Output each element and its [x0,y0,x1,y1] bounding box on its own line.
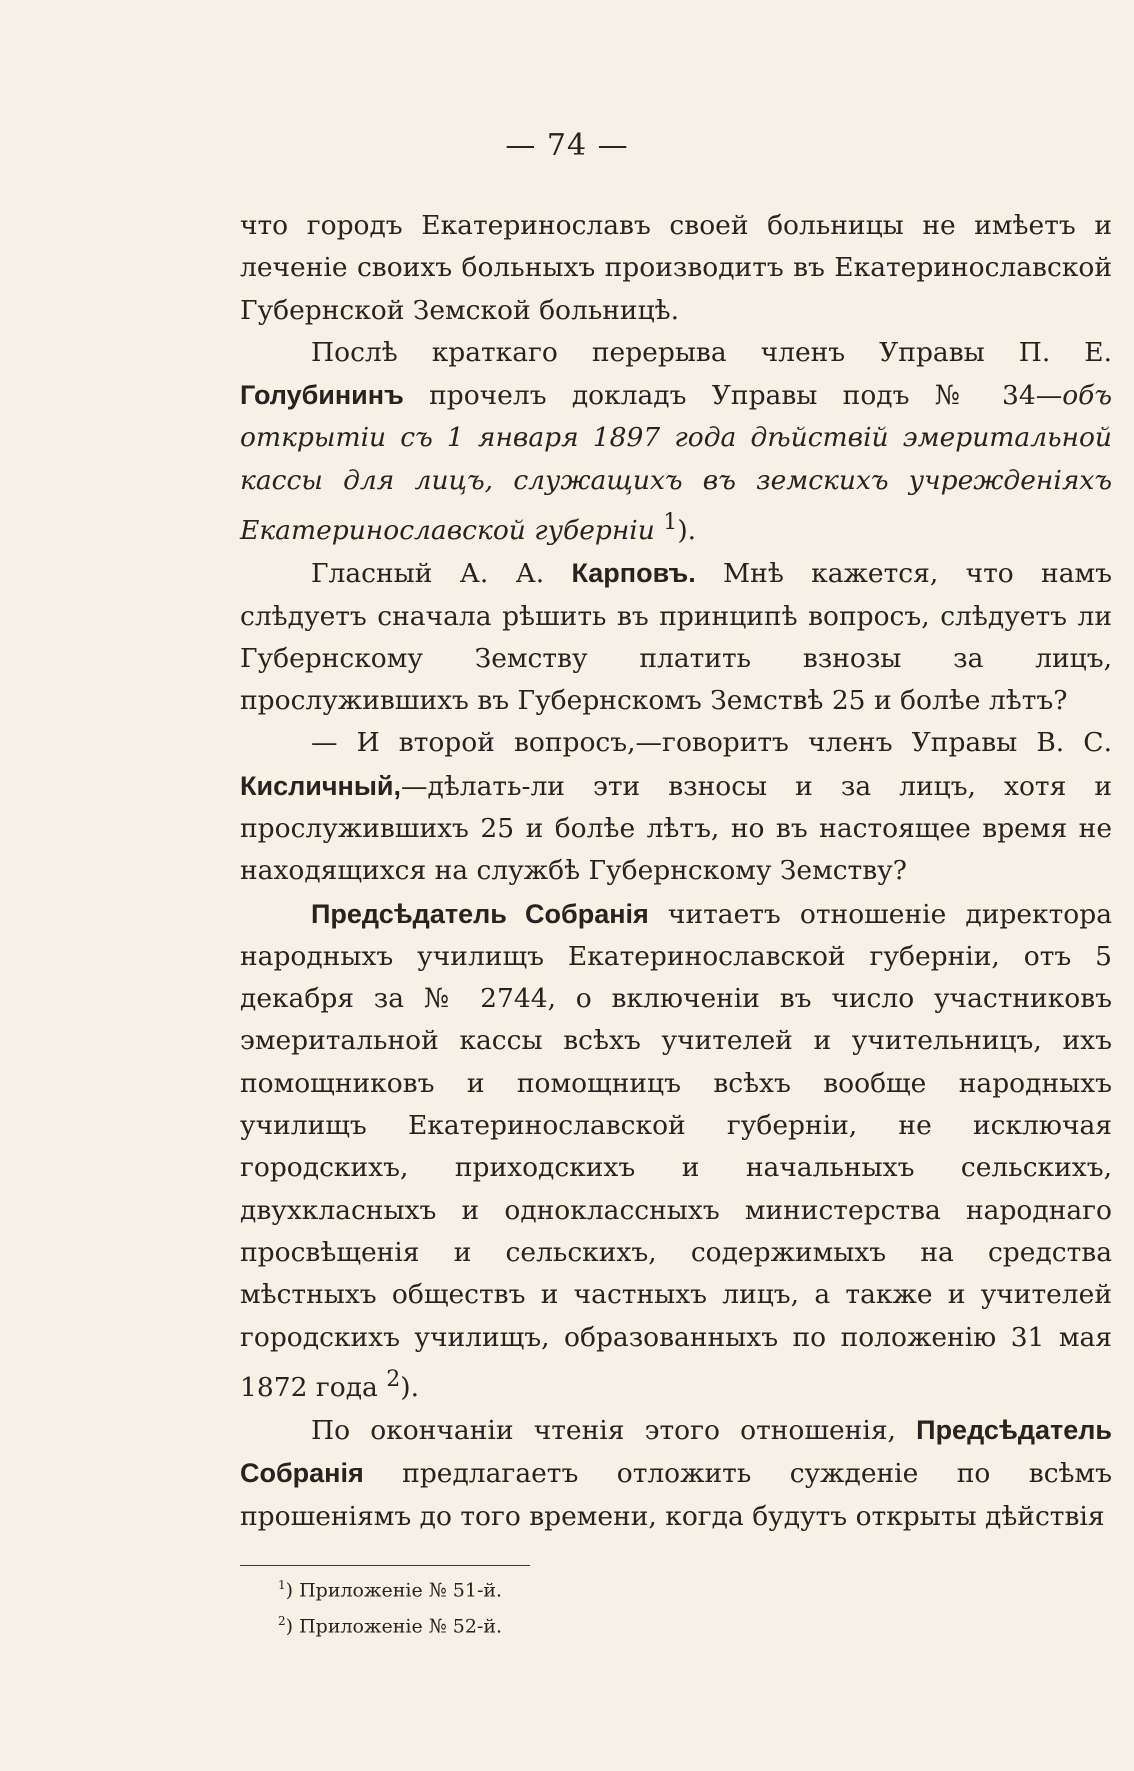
paragraph-4: — И второй вопросъ,—говоритъ членъ Управы В. С. Кисличный,—дѣлать-ли эти взносы и за лицъ, хотя и прослужившихъ 25 и болѣе лѣтъ, но въ настоящее время не находящихся на службѣ Губернскому Земству? [240,727,1112,887]
paragraph-2: Послѣ краткаго перерыва членъ Управы П. Е. Голубининъ прочелъ докладъ Управы подъ № 34—объ открытіи съ 1 января 1897 года дѣйствій эмеритальной кассы для лицъ, служащихъ въ земскихъ учрежденіяхъ Екатеринославской губерніи $^1$). [240,336,1112,546]
footnote-divider [240,1565,530,1566]
speaker-name: Голубининъ [240,380,404,411]
report-title: объ открытіи съ 1 января 1897 года дѣйствій эмеритальной кассы для лицъ, служащихъ въ земскихъ учрежденіяхъ Екатеринославской губерніи [240,380,1112,546]
page-number: — 74 — [505,128,629,163]
speaker-name: Предсѣдатель Собранія [311,898,649,929]
speaker-name: Кисличный, [240,770,401,801]
body-text [240,205,1112,1538]
paragraph-3: Гласный А. А. Карповъ. Мнѣ кажется, что намъ слѣдуетъ сначала рѣшить въ принципѣ вопросъ, слѣдуетъ ли Губернскому Земству платить взнозы за лицъ, прослужившихъ въ Губернскомъ Земствѣ 25 и болѣе лѣтъ? [240,558,1112,717]
paragraph-5: Предсѣдатель Собранія читаетъ отношеніе директора народныхъ училищъ Екатеринославской губерніи, отъ 5 декабря за № 2744, о включеніи въ число участниковъ эмеритальной кассы всѣхъ учителей и учительницъ, ихъ помощниковъ и помощницъ всѣхъ вообще народныхъ училищъ Екатеринославской губерніи, не исключая городскихъ, приходскихъ и начальныхъ сельскихъ, двухкласныхъ и одноклассныхъ министерства народнаго просвѣщенія и сельскихъ, содержимыхъ на средства мѣстныхъ обществъ и частныхъ лицъ, а также и учителей городскихъ училищъ, образованныхъ по положенію 31 мая 1872 года $^2$). [240,898,1112,1403]
footnote-1: $^1$) Приложеніе № 51-й. [278,1578,503,1602]
paragraph-1: что городъ Екатеринославъ своей больницы не имѣетъ и леченіе своихъ больныхъ производитъ въ Екатеринославской Губернской Земской больницѣ. [240,210,1112,326]
footnotes [278,1570,502,1643]
speaker-name: Предсѣдатель Собранія [240,1414,1112,1489]
footnote-ref-2: 2 [386,1366,401,1392]
footnote-ref-1: 1 [663,510,678,536]
paragraph-6: По окончаніи чтенія этого отношенія, Предсѣдатель Собранія предлагаетъ отложить сужденіе по всѣмъ прошеніямъ до того времени, когда будутъ открыты дѣйствія [240,1414,1112,1532]
footnote-2: $^2$) Приложеніе № 52-й. [278,1614,503,1638]
speaker-name: Карповъ. [571,558,696,589]
